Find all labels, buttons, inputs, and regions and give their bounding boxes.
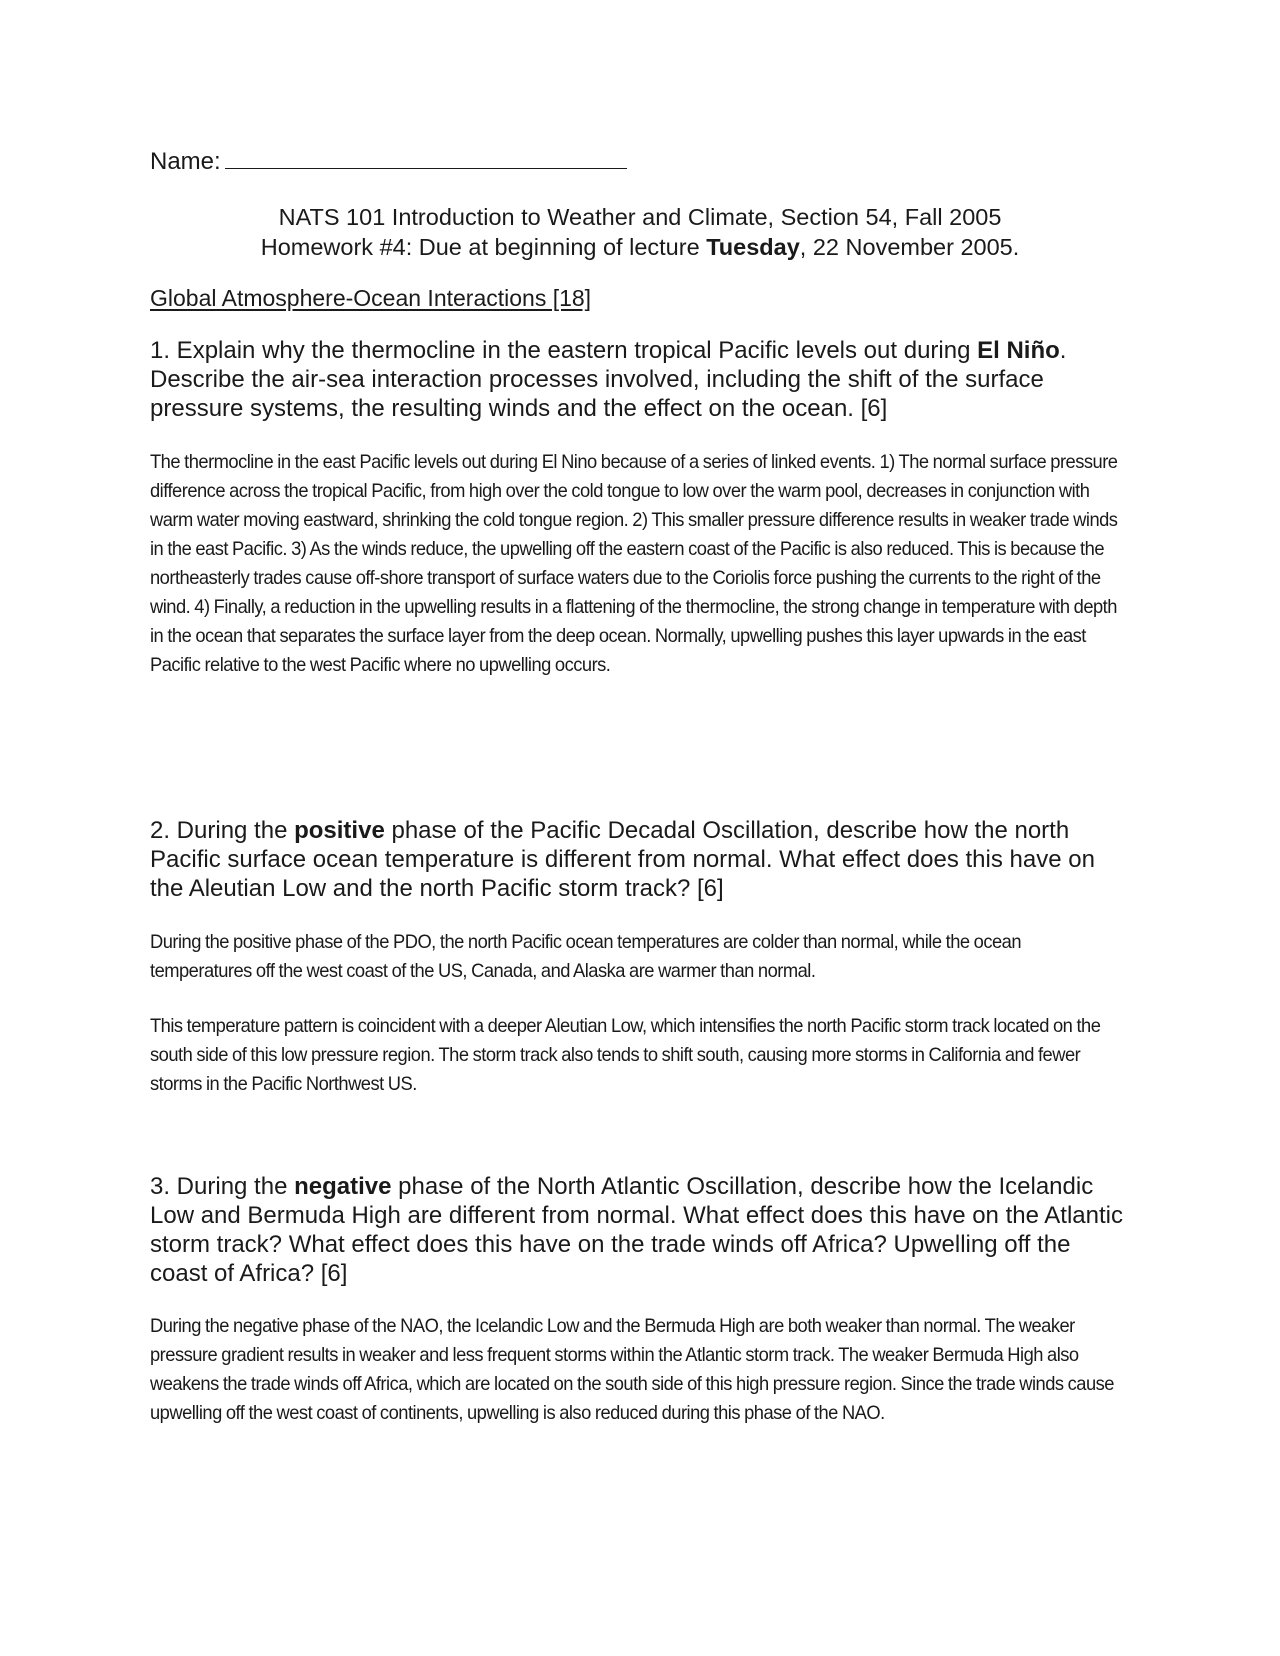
answer-2-paragraph-2: This temperature pattern is coincident with a deeper Aleutian Low, which intensifies the north Pacific storm track located on the south side of this low pressure region. The storm track also tends to shift south, causing more storms in California and fewer storms in the Pacific Northwest US.: [150, 1015, 1101, 1095]
question-1-bold: El Niño: [977, 337, 1060, 364]
course-title: NATS 101 Introduction to Weather and Climate, Section 54, Fall 2005: [278, 204, 1002, 230]
question-3-pre: 3. During the: [150, 1173, 295, 1200]
name-blank-line[interactable]: [225, 146, 627, 169]
due-date-line: [150, 232, 1130, 262]
question-2-pre: 2. During the: [150, 817, 295, 844]
document-header: [150, 202, 1130, 262]
answer-3: During the negative phase of the NAO, the Icelandic Low and the Bermuda High are both weaker than normal. The weaker pressure gradient results in weaker and less frequent storms within the Atlantic storm track. The weaker Bermuda High also weakens the trade winds off Africa, which are located on the south side of this high pressure region. Since the trade winds cause upwelling off the west coast of continents, upwelling is also reduced during this phase of the NAO.: [150, 1315, 1114, 1424]
answer-2-paragraph-1: During the positive phase of the PDO, the north Pacific ocean temperatures are colder than normal, while the ocean temperatures off the west coast of the US, Canada, and Alaska are warmer than normal.: [150, 931, 1022, 982]
due-date-post: , 22 November 2005.: [799, 234, 1020, 260]
question-3-bold: negative: [294, 1173, 392, 1200]
question-3: [150, 1172, 1130, 1288]
question-3-post: phase of the North Atlantic Oscillation, describe how the Icelandic Low and Bermuda High are different from normal. What effect does this have on the Atlantic storm track? What effect does this have on the trade winds off Africa? Upwelling off the coast of Africa? [6]: [150, 1173, 1123, 1287]
question-1: [150, 336, 1130, 423]
question-1-pre: 1. Explain why the thermocline in the eastern tropical Pacific levels out during: [150, 337, 978, 364]
question-2-post: phase of the Pacific Decadal Oscillation, describe how the north Pacific surface ocean temperature is different from normal. What effect does this have on the Aleutian Low and the north Pacific storm track? [6]: [150, 817, 1095, 902]
due-day: Tuesday: [706, 234, 800, 260]
question-2-bold: positive: [294, 817, 385, 844]
name-field: [150, 146, 627, 177]
section-title: Global Atmosphere-Ocean Interactions [18]: [150, 285, 592, 311]
name-label: Name:: [150, 148, 221, 175]
due-date-pre: Homework #4: Due at beginning of lecture: [260, 234, 707, 260]
question-2: [150, 816, 1130, 903]
answer-1: The thermocline in the east Pacific levels out during El Nino because of a series of linked events. 1) The normal surface pressure difference across the tropical Pacific, from high over the cold tongue to low over the warm pool, decreases in conjunction with warm water moving eastward, shrinking the cold tongue region. 2) This smaller pressure difference results in weaker trade winds in the east Pacific. 3) As the winds reduce, the upwelling off the eastern coast of the Pacific is also reduced. This is because the northeasterly trades cause off-shore transport of surface waters due to the Coriolis force pushing the currents to the right of the wind. 4) Finally, a reduction in the upwelling results in a flattening of the thermocline, the strong change in temperature with depth in the ocean that separates the surface layer from the deep ocean. Normally, upwelling pushes this layer upwards in the east Pacific relative to the west Pacific where no upwelling occurs.: [150, 451, 1118, 676]
question-1-post: . Describe the air-sea interaction processes involved, including the shift of the surface pressure systems, the resulting winds and the effect on the ocean. [6]: [150, 337, 1067, 422]
